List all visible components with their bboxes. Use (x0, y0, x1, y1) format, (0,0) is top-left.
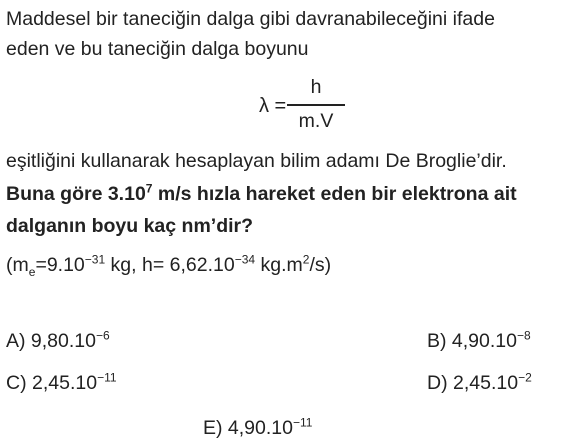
given-values (6, 254, 331, 277)
option-c-base: C) 2,45.10 (6, 372, 98, 394)
given-electron-subscript: e (28, 264, 36, 279)
given-close: /s) (309, 254, 332, 276)
formula-numerator: h (310, 76, 322, 98)
question-line-1-pre: Buna göre 3.10 (6, 183, 146, 205)
question-line-1 (6, 183, 517, 206)
given-mass-exponent: −31 (84, 252, 106, 267)
option-a[interactable] (6, 330, 110, 353)
option-a-base: A) 9,80.10 (6, 330, 96, 352)
after-formula-text: eşitliğini kullanarak hesaplayan bilim adamı De Broglie’dir. (6, 150, 507, 172)
option-c-exponent: −11 (97, 370, 117, 385)
option-d[interactable] (427, 372, 532, 395)
given-open: (m (6, 254, 29, 276)
given-h-part: kg, h= 6,62.10 (105, 254, 235, 276)
given-unit: kg.m (255, 254, 303, 276)
option-e-base: E) 4,90.10 (203, 417, 293, 439)
formula-denominator: m.V (298, 110, 334, 132)
question-line-2: dalganın boyu kaç nm’dir? (6, 215, 254, 237)
option-d-exponent: −2 (518, 370, 532, 385)
option-b-exponent: −8 (516, 328, 531, 343)
formula-lhs: λ = (259, 95, 287, 117)
fraction-bar (287, 104, 345, 106)
option-d-base: D) 2,45.10 (427, 372, 519, 394)
intro-line-1: Maddesel bir taneciğin dalga gibi davranabileceğini ifade (6, 8, 495, 30)
option-c[interactable] (6, 372, 117, 395)
option-b[interactable] (427, 330, 531, 353)
de-broglie-formula (0, 76, 580, 140)
option-e-exponent: −11 (292, 415, 313, 430)
question-line-1-post: m/s hızla hareket eden bir elektrona ait (152, 183, 517, 205)
option-b-base: B) 4,90.10 (427, 330, 517, 352)
given-mass-value: =9.10 (35, 254, 85, 276)
given-h-exponent: −34 (234, 252, 256, 267)
option-e[interactable] (203, 417, 312, 440)
given-unit-exponent: 2 (302, 252, 310, 267)
option-a-exponent: −6 (95, 328, 110, 343)
velocity-exponent: 7 (145, 181, 153, 196)
intro-line-2: eden ve bu taneciğin dalga boyunu (6, 38, 309, 60)
